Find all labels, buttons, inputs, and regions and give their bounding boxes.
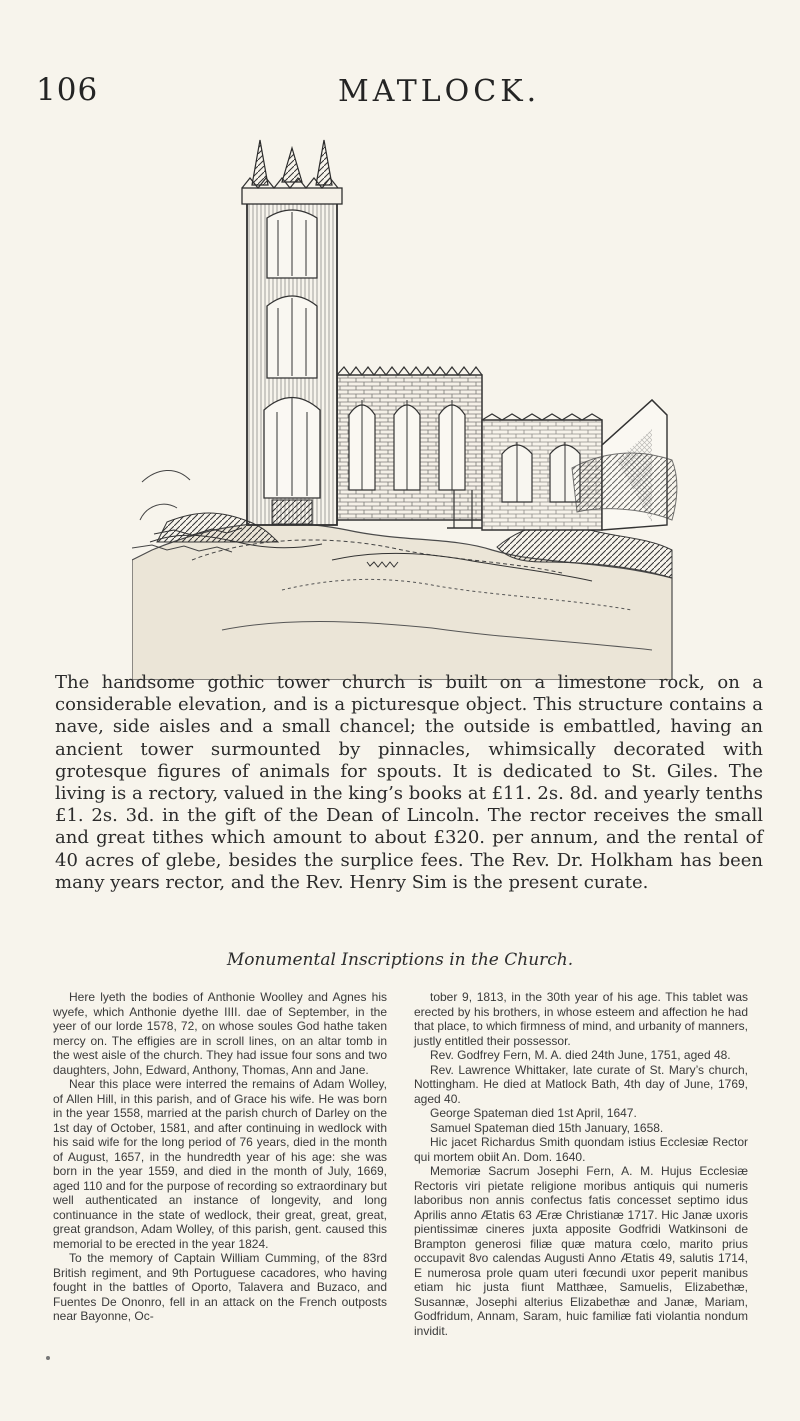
inscription-paragraph: Rev. Lawrence Whittaker, late curate of St. Mary’s church, Nottingham. He died at Matlock Bath, 4th day of June, 1769, aged 40. (414, 1062, 748, 1106)
section-title: Monumental Inscriptions in the Church. (226, 950, 574, 970)
church-illustration (132, 130, 692, 680)
running-head: MATLOCK. (338, 74, 541, 109)
inscription-paragraph: Rev. Godfrey Fern, M. A. died 24th June, 1751, aged 48. (430, 1048, 731, 1062)
church-engraving (132, 130, 692, 680)
inscription-paragraph: tober 9, 1813, in the 30th year of his age. This tablet was erected by his brothers, in whose esteem and affection he had that place, to which firmness of mind, and urbanity of manners, justly entitled their possessor. (414, 990, 748, 1048)
inscriptions-left-column (53, 990, 387, 1324)
inscription-paragraph: Memoriæ Sacrum Josephi Fern, A. M. Hujus Ecclesiæ Rectoris viri pietate religione moribus antiquis qui numeris laboribus non annis confectus fatis concesset septimo idus Aprilis anno Ætatis 63 Æræ Christianæ 1717. Hic Janæ uxoris pientissimæ cineres juxta apposite Godfridi Watkinsoni de Brampton generosi filiæ quæ matura cœlo, marito prius occupavit 8vo calendas Augusti Anno Ætatis 49, salutis 1714, E numerosa prole quam uteri fœcundi uxor peperit manibus etiam hic justa fiunt Matthæe, Samuelis, Elizabethæ, Susannæ, Josephi alterius Elizabethæ and Janæ, Mariam, Godfridum, Annam, Saram, huic familiæ fati violantia nondum invidit. (414, 1164, 748, 1338)
church-description: The handsome gothic tower church is built on a limestone rock, on a considerable elevation, and is a picturesque object. This structure contains a nave, side aisles and a small chancel; the outside is embattled, having an ancient tower surmounted by pinnacles, whimsically decorated with grotesque figures of animals for spouts. It is dedicated to St. Giles. The living is a rectory, valued in the king’s books at £11. 2s. 8d. and yearly tenths £1. 2s. 3d. in the gift of the Dean of Lincoln. The rector receives the small and great tithes which amount to about £320. per annum, and the rental of 40 acres of glebe, besides the surplice fees. The Rev. Dr. Holkham has been many years rector, and the Rev. Henry Sim is the present curate. (55, 672, 763, 893)
inscription-paragraph: Hic jacet Richardus Smith quondam istius Ecclesiæ Rector qui mortem obiit An. Dom. 1640. (414, 1135, 748, 1164)
inscription-paragraph: George Spateman died 1st April, 1647. (430, 1106, 637, 1120)
page-number: 106 (36, 72, 99, 108)
inscription-paragraph: To the memory of Captain William Cumming, of the 83rd British regiment, and 9th Portuguese cacadores, who having fought in the battles of Oporto, Talavera and Buzaco, and Fuentes De Ononro, fell in an attack on the French outposts near Bayonne, Oc- (53, 1251, 387, 1323)
page-speck (46, 1356, 50, 1360)
inscription-paragraph: Near this place were interred the remains of Adam Wolley, of Allen Hill, in this parish, and of Grace his wife. He was born in the year 1558, married at the parish church of Darley on the 1st day of October, 1581, and after continuing in wedlock with his said wife for the long period of 76 years, died in the month of August, 1657, in the hundredth year of his age: she was born in the year 1559, and died in the month of July, 1669, aged 110 and for the purpose of recording so extraordinary but well authenticated an instance of longevity, and long continuance in the state of wedlock, their great, great, great, great grandson, Adam Wolley, of this parish, gent. caused this memorial to be erected in the year 1824. (53, 1077, 387, 1251)
inscription-paragraph: Here lyeth the bodies of Anthonie Woolley and Agnes his wyefe, which Anthonie dyethe IIII. dae of September, in the yeer of our lorde 1578, 72, on whose soules God hathe taken mercy on. The effigies are in scroll lines, on an altar tomb in the west aisle of the church. They had issue four sons and two daughters, John, Edward, Anthony, Thomas, Ann and Jane. (53, 990, 387, 1077)
inscription-paragraph: Samuel Spateman died 15th January, 1658. (430, 1120, 664, 1135)
inscriptions-right-column (414, 990, 748, 1338)
